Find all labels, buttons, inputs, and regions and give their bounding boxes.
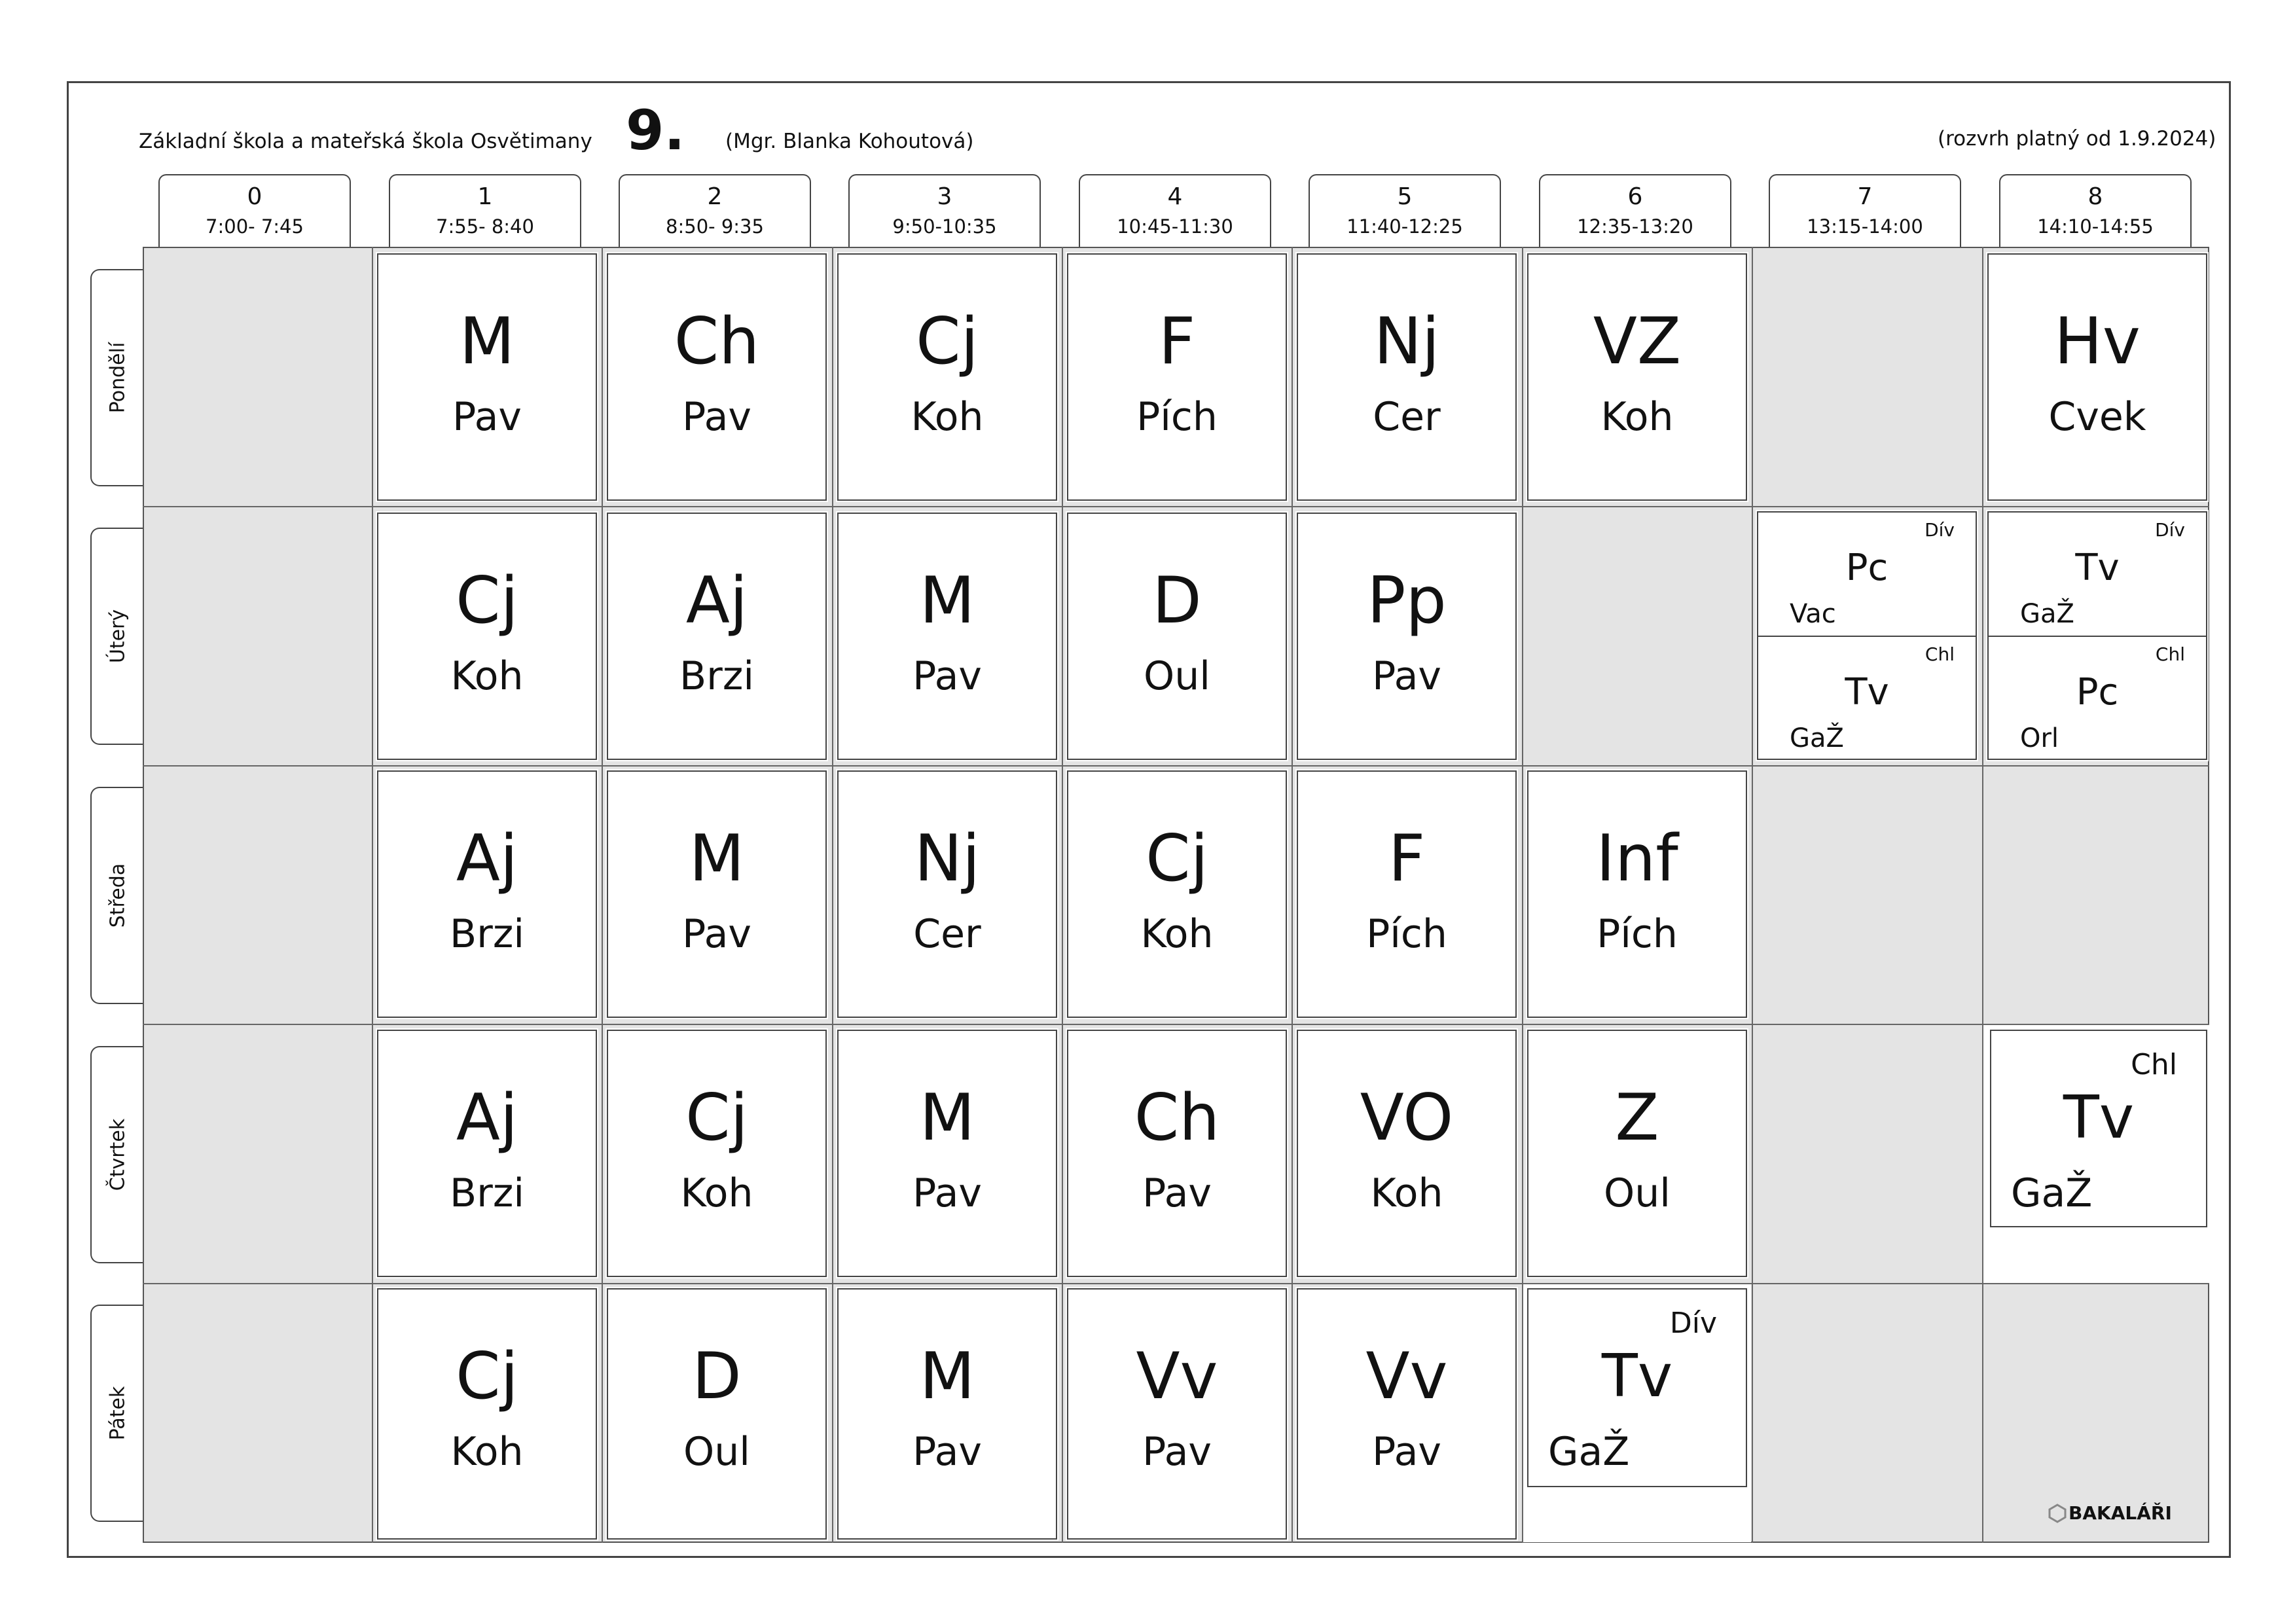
teacher: Pav <box>1372 653 1441 699</box>
group-lesson <box>1989 636 2206 760</box>
lesson-cell <box>607 253 827 501</box>
hexagon-logo-icon <box>2048 1504 2067 1523</box>
teacher: Pav <box>1142 1170 1212 1216</box>
validity-date: (rozvrh platný od 1.9.2024) <box>1938 127 2216 151</box>
group-label: Dív <box>1925 519 1955 541</box>
period-time: 12:35-13:20 <box>1577 215 1693 238</box>
teacher: Pích <box>1366 911 1447 957</box>
group-label: Chl <box>2131 1048 2177 1081</box>
period-time: 14:10-14:55 <box>2037 215 2154 238</box>
teacher: Orl <box>2020 723 2059 753</box>
teacher: Pav <box>682 394 751 440</box>
lesson-cell <box>1067 770 1287 1018</box>
brand-name: BAKALÁŘI <box>2069 1502 2172 1524</box>
lesson-cell <box>1297 1288 1517 1540</box>
day-label: Pátek <box>106 1386 130 1441</box>
subject: Inf <box>1596 821 1678 896</box>
subject: Vv <box>1136 1339 1218 1414</box>
period-header-5 <box>1309 174 1501 249</box>
lesson-cell <box>1297 770 1517 1018</box>
subject: Tv <box>1845 671 1889 713</box>
lesson-cell <box>837 770 1057 1018</box>
period-number: 0 <box>247 183 262 210</box>
teacher: Koh <box>911 394 984 440</box>
column-divider <box>602 247 603 1543</box>
subject: D <box>692 1339 742 1414</box>
teacher: Koh <box>1370 1170 1443 1216</box>
row-divider <box>143 765 2209 767</box>
day-tab-wednesday <box>90 787 144 1004</box>
group-lesson <box>1758 513 1976 636</box>
teacher: Koh <box>680 1170 753 1216</box>
lesson-cell <box>837 253 1057 501</box>
period-time: 9:50-10:35 <box>892 215 997 238</box>
subject: Z <box>1615 1081 1659 1155</box>
period-header-4 <box>1079 174 1271 249</box>
row-divider <box>143 1283 2209 1284</box>
period-number: 1 <box>477 183 493 210</box>
teacher: Pích <box>1597 911 1678 957</box>
subject: Pp <box>1367 564 1447 638</box>
subject: Nj <box>914 821 981 896</box>
day-tab-tuesday <box>90 528 144 745</box>
period-header-7 <box>1769 174 1961 249</box>
subject: Cj <box>916 304 979 379</box>
day-tab-monday <box>90 269 144 486</box>
period-number: 7 <box>1857 183 1873 210</box>
lesson-cell <box>607 1288 827 1540</box>
lesson-cell <box>837 1288 1057 1540</box>
subject: F <box>1158 304 1196 379</box>
period-time: 10:45-11:30 <box>1117 215 1233 238</box>
teacher: Koh <box>450 653 524 699</box>
period-number: 8 <box>2087 183 2103 210</box>
lesson-cell <box>377 1288 597 1540</box>
teacher: Brzi <box>450 911 524 957</box>
group-lesson <box>1989 513 2206 636</box>
lesson-cell <box>607 1030 827 1277</box>
group-label: Chl <box>2155 643 2185 665</box>
group-lesson-cell <box>1990 1030 2207 1227</box>
teacher: Oul <box>1604 1170 1671 1216</box>
lesson-cell <box>1067 513 1287 760</box>
period-header-6 <box>1539 174 1731 249</box>
lesson-cell <box>1527 1030 1747 1277</box>
column-divider <box>1752 247 1753 1543</box>
period-number: 2 <box>707 183 723 210</box>
column-divider <box>372 247 373 1543</box>
lesson-cell <box>1067 253 1287 501</box>
subject: Cj <box>685 1081 748 1155</box>
teacher: Pav <box>452 394 522 440</box>
lesson-cell <box>607 770 827 1018</box>
period-time: 13:15-14:00 <box>1807 215 1923 238</box>
subject: Nj <box>1373 304 1440 379</box>
subject: Cj <box>456 1339 518 1414</box>
lesson-cell <box>377 253 597 501</box>
group-label: Dív <box>2155 519 2185 541</box>
subject: F <box>1388 821 1426 896</box>
period-time: 8:50- 9:35 <box>666 215 764 238</box>
subject: Ch <box>674 304 760 379</box>
teacher: Brzi <box>679 653 754 699</box>
teacher: Pích <box>1136 394 1218 440</box>
day-label: Pondělí <box>106 342 130 414</box>
lesson-cell <box>1067 1030 1287 1277</box>
column-divider <box>832 247 833 1543</box>
row-divider <box>143 1024 2209 1025</box>
subject: M <box>919 564 975 638</box>
subject: Hv <box>2054 304 2141 379</box>
teacher: Pav <box>682 911 751 957</box>
subject: Ch <box>1134 1081 1220 1155</box>
teacher: Pav <box>1142 1429 1212 1475</box>
subject: Vv <box>1365 1339 1448 1414</box>
lesson-cell <box>1297 1030 1517 1277</box>
teacher: Koh <box>1600 394 1674 440</box>
group-label: Dív <box>1669 1307 1717 1340</box>
subject: M <box>919 1081 975 1155</box>
day-label: Čtvrtek <box>106 1118 130 1191</box>
lesson-cell <box>837 513 1057 760</box>
class-number: 9. <box>626 98 685 162</box>
lesson-cell <box>1297 253 1517 501</box>
lesson-cell <box>377 770 597 1018</box>
subject: M <box>459 304 515 379</box>
lesson-cell <box>607 513 827 760</box>
teacher: Koh <box>1140 911 1214 957</box>
subject: Pc <box>2076 671 2119 713</box>
subject: M <box>919 1339 975 1414</box>
teacher: Pav <box>1372 1429 1441 1475</box>
day-tab-friday <box>90 1305 144 1522</box>
period-number: 3 <box>937 183 952 210</box>
subject: Aj <box>456 821 518 896</box>
subject: Pc <box>1845 547 1888 589</box>
period-time: 7:00- 7:45 <box>206 215 304 238</box>
day-tab-thursday <box>90 1046 144 1263</box>
teacher: GaŽ <box>1548 1429 1630 1475</box>
period-time: 11:40-12:25 <box>1346 215 1463 238</box>
teacher: Pav <box>913 1429 982 1475</box>
teacher: Cer <box>913 911 981 957</box>
period-header-2 <box>619 174 811 249</box>
period-header-3 <box>848 174 1041 249</box>
teacher: Pav <box>913 653 982 699</box>
group-lesson-cell <box>1527 1288 1747 1487</box>
split-lesson-cell <box>1757 511 1977 760</box>
column-divider <box>1292 247 1293 1543</box>
period-number: 6 <box>1627 183 1643 210</box>
subject: Aj <box>456 1081 518 1155</box>
subject: D <box>1152 564 1202 638</box>
group-label: Chl <box>1925 643 1955 665</box>
subject: M <box>689 821 745 896</box>
teacher: Brzi <box>450 1170 524 1216</box>
period-header-1 <box>389 174 581 249</box>
period-number: 4 <box>1167 183 1183 210</box>
subject: VZ <box>1593 304 1682 379</box>
period-number: 5 <box>1397 183 1413 210</box>
subject: Tv <box>2075 547 2120 589</box>
school-name: Základní škola a mateřská škola Osvětimany <box>139 130 592 153</box>
period-header-0 <box>158 174 351 249</box>
period-time: 7:55- 8:40 <box>436 215 534 238</box>
lesson-cell <box>1297 513 1517 760</box>
subject: VO <box>1360 1081 1454 1155</box>
teacher: GaŽ <box>2011 1170 2093 1216</box>
split-lesson-cell <box>1987 511 2207 760</box>
day-label: Středa <box>106 863 130 928</box>
teacher: Oul <box>1144 653 1210 699</box>
lesson-cell <box>377 513 597 760</box>
period-header-8 <box>1999 174 2192 249</box>
class-teacher: (Mgr. Blanka Kohoutová) <box>725 130 974 153</box>
lesson-cell <box>837 1030 1057 1277</box>
lesson-cell <box>377 1030 597 1277</box>
teacher: Cer <box>1373 394 1441 440</box>
teacher: Oul <box>683 1429 750 1475</box>
subject: Cj <box>456 564 518 638</box>
teacher: Pav <box>913 1170 982 1216</box>
lesson-cell <box>1527 770 1747 1018</box>
subject: Tv <box>2063 1083 2135 1152</box>
teacher: Koh <box>450 1429 524 1475</box>
subject: Tv <box>1601 1342 1673 1411</box>
row-divider <box>143 506 2209 507</box>
subject: Aj <box>685 564 748 638</box>
column-divider <box>1062 247 1063 1543</box>
subject: Cj <box>1146 821 1208 896</box>
day-label: Úterý <box>106 609 130 664</box>
group-lesson <box>1758 636 1976 760</box>
lesson-cell <box>1987 253 2207 501</box>
teacher: GaŽ <box>1790 723 1844 753</box>
lesson-cell <box>1527 253 1747 501</box>
teacher: GaŽ <box>2020 599 2074 629</box>
column-divider <box>1982 247 1983 1543</box>
teacher: Cvek <box>2048 394 2146 440</box>
teacher: Vac <box>1790 599 1836 629</box>
lesson-cell <box>1067 1288 1287 1540</box>
